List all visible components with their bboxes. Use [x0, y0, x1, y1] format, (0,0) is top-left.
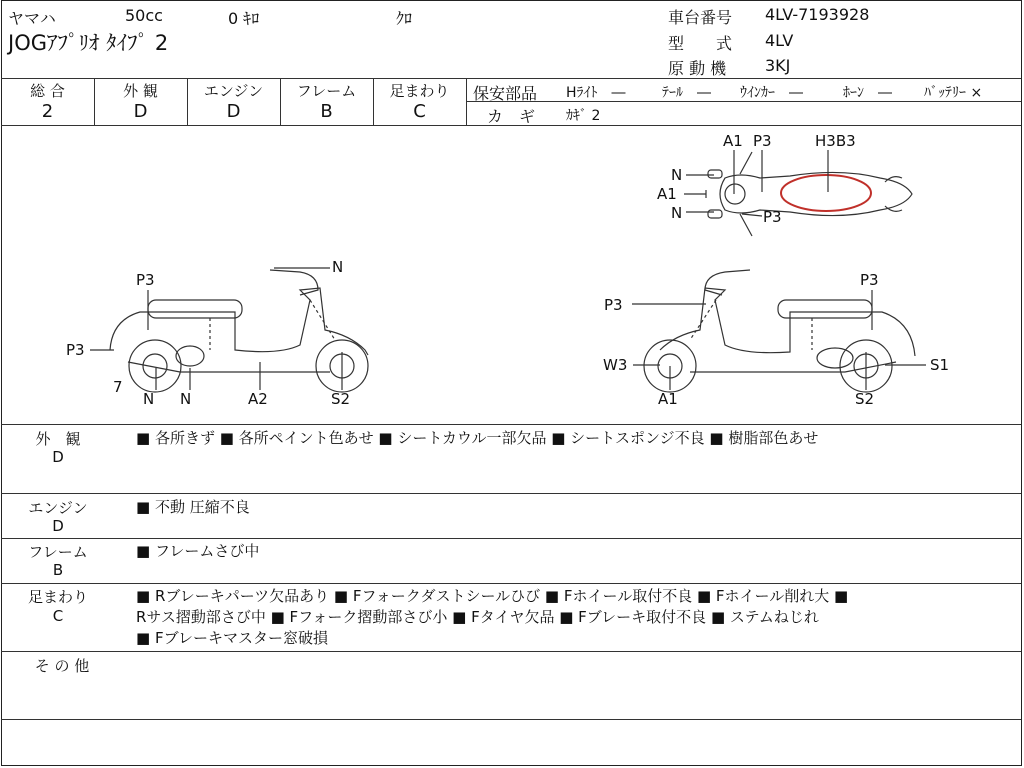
diagram-label-right-p3: P3 [860, 271, 879, 289]
suspension-notes-line1: ■ Rブレーキパーツ欠品あり ■ Fフォークダストシールひび ■ Fホイール取付不良 ■ Fホイール削れ大 ■ [136, 587, 849, 605]
horn-status: ﾎｰﾝ ― [843, 85, 892, 101]
divider [1, 583, 1021, 584]
suspension-label: 足まわり [389, 82, 450, 100]
model-code: 4LV [765, 31, 794, 50]
engine-label: エンジン [203, 82, 264, 100]
divider [1, 651, 1021, 652]
frame-no: 4LV-7193928 [765, 5, 870, 24]
battery-status: ﾊﾞｯﾃﾘｰ × [924, 85, 983, 101]
engine-section-grade: D [52, 517, 64, 535]
engine-grade: D [226, 101, 241, 122]
suspension-section-label: 足まわり [27, 588, 88, 606]
overall-grade: 2 [41, 101, 54, 122]
exterior-section-grade: D [52, 448, 64, 466]
diagram-label-left-a2: A2 [248, 390, 268, 408]
frame-no-label: 車台番号 [668, 8, 733, 27]
exterior-notes: ■ 各所きず ■ 各所ペイント色あせ ■ シートカウル一部欠品 ■ シートスポンジ不良 ■ 樹脂部色あせ [136, 429, 819, 447]
diagram-label-top-n: N [671, 204, 683, 222]
divider [1, 719, 1021, 720]
suspension-notes-line2: Rサス摺動部さび中 ■ Fフォーク摺動部さび小 ■ Fタイヤ欠品 ■ Fブレーキ取付不良 ■ ステムねじれ [136, 608, 819, 626]
frame-label: フレーム [296, 82, 357, 100]
suspension-section-grade: C [52, 607, 64, 625]
diagram-label-top-a1: A1 [723, 132, 743, 150]
diagram-label-top-h3b3: H3B3 [815, 132, 856, 150]
diagram-label-right-a1: A1 [658, 390, 678, 408]
diagram-label-right-s1: S1 [930, 356, 950, 374]
safety-label: 保安部品 [473, 84, 538, 103]
other-section-label: そ の 他 [34, 657, 90, 675]
diagram-label-left-s2: S2 [331, 390, 351, 408]
diagram-label-right-s2: S2 [855, 390, 875, 408]
model-code-label: 型 式 [668, 34, 733, 53]
headlight-status: Hﾗｲﾄ ― [566, 85, 626, 101]
engine-code-label: 原 動 機 [668, 59, 727, 78]
diagram-label-top-a1: A1 [657, 185, 677, 203]
displacement: 50cc [125, 6, 163, 25]
exterior-grade: D [133, 101, 148, 122]
diagram-label-left-n: N [332, 258, 344, 276]
diagram-label-top-p3: P3 [763, 208, 782, 226]
diagram-label-right-w3: W3 [603, 356, 628, 374]
color: ｸﾛ [396, 9, 413, 28]
diagram-label-top-n: N [671, 166, 683, 184]
winker-status: ｳｲﾝｶｰ ― [740, 85, 803, 101]
frame-grade: B [320, 101, 333, 122]
mileage: 0 ｷﾛ [228, 9, 260, 28]
top-view-scooter [706, 152, 912, 236]
frame-notes: ■ フレームさび中 [136, 542, 260, 560]
diagram-label-left-7: 7 [113, 378, 123, 396]
diagram-label-top-p3: P3 [753, 132, 772, 150]
overall-label: 総 合 [30, 82, 65, 100]
engine-section-label: エンジン [28, 499, 88, 517]
exterior-section-label: 外 観 [35, 430, 81, 448]
engine-notes: ■ 不動 圧縮不良 [136, 498, 250, 516]
maker: ヤマハ [8, 9, 56, 28]
exterior-label: 外 観 [123, 82, 158, 100]
suspension-grade: C [413, 101, 426, 122]
diagram-label-left-p3: P3 [66, 341, 85, 359]
model-name: JOGｱﾌﾟﾘｵ ﾀｲﾌﾟ 2 [8, 31, 169, 55]
diagram-label-right-p3: P3 [604, 296, 623, 314]
divider [1, 493, 1021, 494]
diagram-label-left-p3: P3 [136, 271, 155, 289]
diagram-label-left-n: N [143, 390, 155, 408]
frame-section-grade: B [52, 561, 64, 579]
frame-section-label: フレーム [28, 543, 88, 561]
key-label: カ ギ [487, 107, 536, 126]
tail-status: ﾃｰﾙ ― [662, 85, 711, 101]
engine-code: 3KJ [765, 56, 791, 75]
diagram-label-left-n: N [180, 390, 192, 408]
key-value: ｶｷﾞ 2 [566, 108, 601, 124]
divider [1, 538, 1021, 539]
suspension-notes-line3: ■ Fブレーキマスター窓破損 [136, 629, 328, 647]
